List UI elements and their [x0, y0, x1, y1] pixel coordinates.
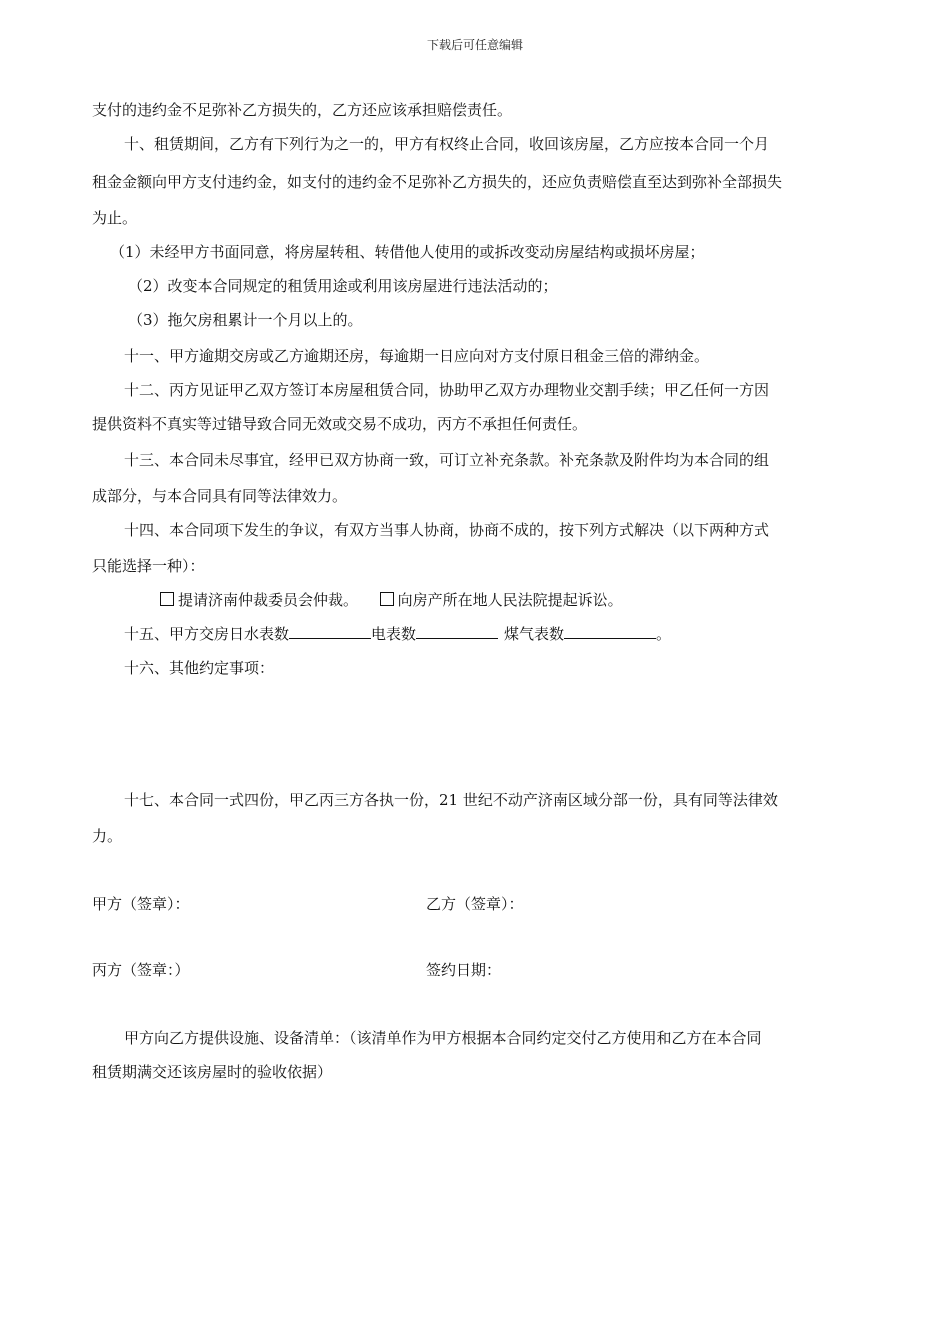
option-arbitration-label: 提请济南仲裁委员会仲裁。 — [178, 591, 359, 609]
electric-meter-blank[interactable] — [416, 624, 498, 639]
clause-14-line-2: 只能选择一种）： — [92, 557, 205, 575]
party-a-signature: 甲方（签章）： — [92, 895, 190, 913]
clause-11: 十一、甲方逾期交房或乙方逾期还房，每逾期一日应向对方支付原日租金三倍的滞纳金。 — [124, 347, 710, 365]
clause-17-line-1: 十七、本合同一式四份，甲乙丙三方各执一份，21 世纪不动产济南区域分部一份，具有同等法律效 — [124, 791, 778, 809]
water-meter-label: 十五、甲方交房日水表数 — [124, 625, 290, 643]
signing-date: 签约日期： — [426, 961, 502, 979]
clause-10-item-1: （1）未经甲方书面同意，将房屋转租、转借他人使用的或拆改变动房屋结构或损坏房屋； — [110, 243, 705, 261]
paragraph-continuation: 支付的违约金不足弥补乙方损失的，乙方还应该承担赔偿责任。 — [92, 101, 513, 119]
electric-meter-label: 电表数 — [371, 625, 417, 643]
clause-17-line-2: 力。 — [92, 827, 123, 845]
clause-12-line-1: 十二、丙方见证甲乙双方签订本房屋租赁合同，协助甲乙双方办理物业交割手续；甲乙任何一方因 — [124, 381, 770, 399]
option-litigation-label: 向房产所在地人民法院提起诉讼。 — [397, 591, 623, 609]
party-c-signature: 丙方（签章：） — [92, 961, 190, 979]
clause-13-line-2: 成部分，与本合同具有同等法律效力。 — [92, 487, 348, 505]
clause-15-end: 。 — [656, 625, 672, 643]
equipment-list-line-1: 甲方向乙方提供设施、设备清单：（该清单作为甲方根据本合同约定交付乙方使用和乙方在本合同 — [124, 1029, 762, 1047]
clause-10-item-2: （2）改变本合同规定的租赁用途或利用该房屋进行违法活动的； — [128, 277, 558, 295]
clause-13-line-1: 十三、本合同未尽事宜，经甲已双方协商一致，可订立补充条款。补充条款及附件均为本合同的组 — [124, 451, 770, 469]
clause-15 — [124, 624, 671, 644]
equipment-list-line-2: 租赁期满交还该房屋时的验收依据） — [92, 1063, 333, 1081]
clause-10-line-2: 租金金额向甲方支付违约金，如支付的违约金不足弥补乙方损失的，还应负责赔偿直至达到弥补全部损失 — [92, 173, 783, 191]
gas-meter-blank[interactable] — [564, 624, 656, 639]
clause-16: 十六、其他约定事项： — [124, 659, 275, 677]
clause-10-item-3: （3）拖欠房租累计一个月以上的。 — [128, 311, 363, 329]
water-meter-blank[interactable] — [289, 624, 371, 639]
checkbox-litigation[interactable] — [380, 592, 394, 606]
party-b-signature: 乙方（签章）： — [426, 895, 524, 913]
gas-meter-label: 煤气表数 — [504, 625, 565, 643]
dispute-options — [160, 590, 623, 610]
page-header: 下载后可任意编辑 — [426, 38, 523, 52]
checkbox-arbitration[interactable] — [160, 592, 174, 606]
clause-14-line-1: 十四、本合同项下发生的争议，有双方当事人协商，协商不成的，按下列方式解决（以下两种方式 — [124, 521, 770, 539]
clause-10-line-1: 十、租赁期间，乙方有下列行为之一的，甲方有权终止合同，收回该房屋，乙方应按本合同一个月 — [124, 135, 770, 153]
clause-10-line-3: 为止。 — [92, 209, 138, 227]
clause-12-line-2: 提供资料不真实等过错导致合同无效或交易不成功，丙方不承担任何责任。 — [92, 415, 588, 433]
